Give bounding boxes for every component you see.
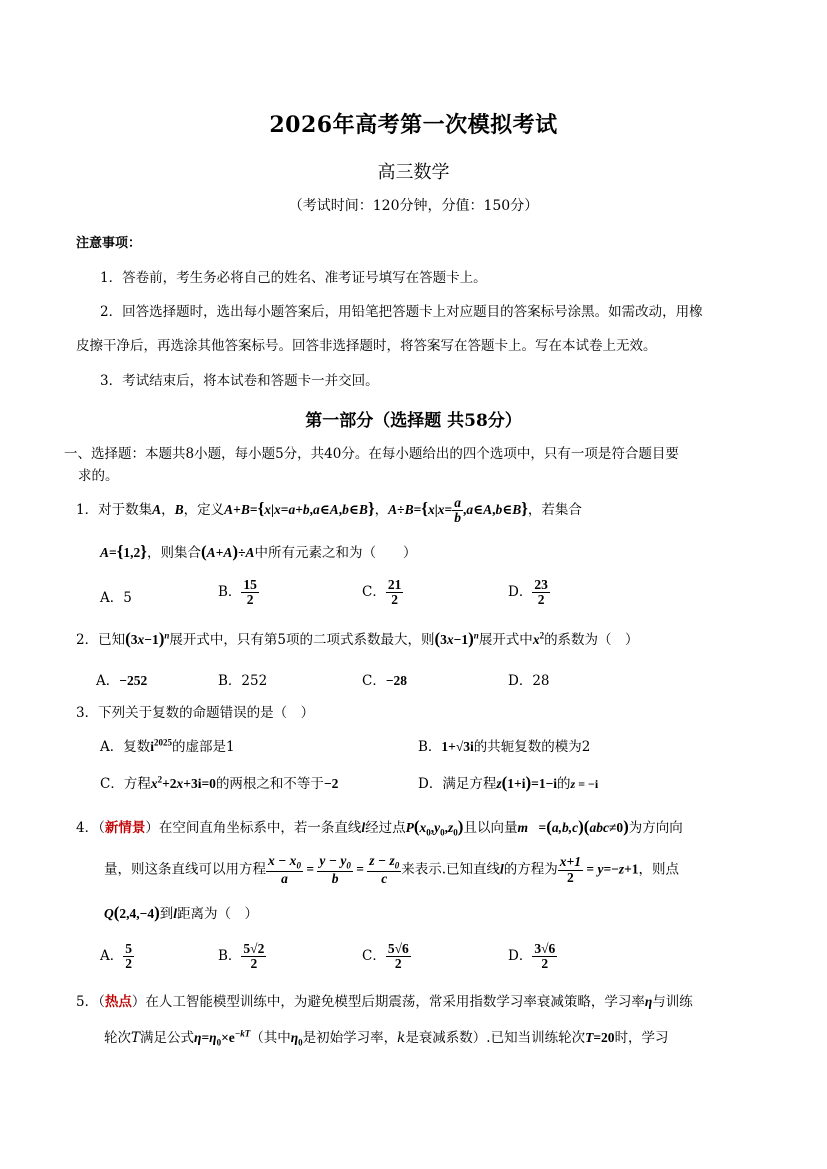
q2-option-a: A．−252 (96, 673, 148, 689)
question-2: 2．已知$(3x-1)^n$展开式中，只有第5项的二项式系数最大，则$(3x-1)^n$展开式中$x^2$的系数为（ ） (76, 629, 639, 648)
q2-option-d: D．28 (508, 673, 550, 689)
question-4-line3: Q(2,4,−4)到l距离为（ ） (104, 903, 259, 922)
q4-option-d: D． $\frac{3√6}{2}$ (508, 941, 556, 972)
tag-new-scenario: 新情景 (104, 820, 146, 836)
q1-option-d: D． $\frac{23}{2}$ (508, 577, 548, 608)
q3-option-b: B．1+√3i的共轭复数的模为2 (418, 739, 591, 755)
question-5-line2: 轮次T满足公式$\eta=\eta_0\times e^{-kT}$（其中$\eta_0$是初始学习率，k是衰减系数）.已知当训练轮次T=20时，学习 (104, 1028, 669, 1048)
q3-option-c: C．方程$x^2+2x+3i=0$的两根之和不等于−2 (100, 774, 339, 792)
tag-hot-topic: 热点 (104, 994, 132, 1010)
q1-option-c: C． $\frac{21}{2}$ (362, 577, 402, 608)
question-4-line1: 4．（新情景）在空间直角坐标系中，若一条直线l经过点$P(x_0,y_0,z_0)$且以向量m⃗=(a,b,c)(abc≠0)为方向向 (76, 817, 683, 838)
q2-option-b: B．252 (218, 673, 268, 689)
q4-option-a: A． $\frac{5}{2}$ (100, 941, 132, 972)
q4-option-b: B． $\frac{5√2}{2}$ (218, 941, 265, 972)
note-1: 1．答卷前，考生务必将自己的姓名、准考证号填写在答题卡上。 (100, 270, 487, 286)
q1-option-b: B． $\frac{15}{2}$ (218, 577, 257, 608)
note-2-cont: 皮擦干净后，再选涂其他答案标号。回答非选择题时，将答案写在答题卡上。写在本试卷上无效。 (76, 338, 657, 354)
question-5-line1: 5．（热点）在人工智能模型训练中，为避免模型后期震荡，常采用指数学习率衰减策略，学习率η与训练 (76, 994, 693, 1010)
question-3: 3．下列关于复数的命题错误的是（ ） (76, 705, 315, 721)
q3-option-d: D．满足方程z(1+i)=1−i的z = −i (418, 773, 599, 792)
section-desc-cont: 求的。 (78, 468, 119, 484)
question-4-line2: 量，则这条直线可以用方程 $\frac{x - x_0}{a}$ = $\frac{y - y_0}{b}$ = $\frac{z - z_0}{c}$ 来表示.已知直线l的方程为 $\frac{x+1}{2}$ = y=−z+1，则点 (104, 853, 680, 887)
note-2: 2．回答选择题时，选出每小题答案后，用铅笔把答题卡上对应题目的答案标号涂黑。如需改动，用橡 (100, 304, 703, 320)
q3-option-a: A．复数$i^{2025}$的虚部是1 (100, 737, 235, 755)
exam-info: （考试时间：120分钟，分值：150分） (288, 198, 539, 214)
notes-heading: 注意事项： (76, 236, 142, 251)
q4-option-c: C． $\frac{5√6}{2}$ (362, 941, 409, 972)
part-one-title: 第一部分（选择题 共58分） (305, 411, 522, 431)
note-3: 3．考试结束后，将本试卷和答题卡一并交回。 (100, 373, 379, 389)
section-desc: 一、选择题：本题共8小题，每小题5分，共40分。在每小题给出的四个选项中，只有一项是符合题目要 (64, 446, 679, 462)
question-1-line1: 1．对于数集A，B，定义A+B={x|x=a+b,a∈A,b∈B}，A÷B={x|x= $\frac{a}{b}$ ,a∈A,b∈B}，若集合 (76, 495, 582, 526)
question-1-line2: A={1,2}，则集合(A+A)÷A中所有元素之和为（ ） (100, 542, 417, 561)
q1-option-a: A．5 (100, 590, 132, 606)
exam-title: 2026年高考第一次模拟考试 (269, 112, 558, 138)
q2-option-c: C．−28 (362, 673, 408, 689)
subject-title: 高三数学 (377, 162, 450, 183)
